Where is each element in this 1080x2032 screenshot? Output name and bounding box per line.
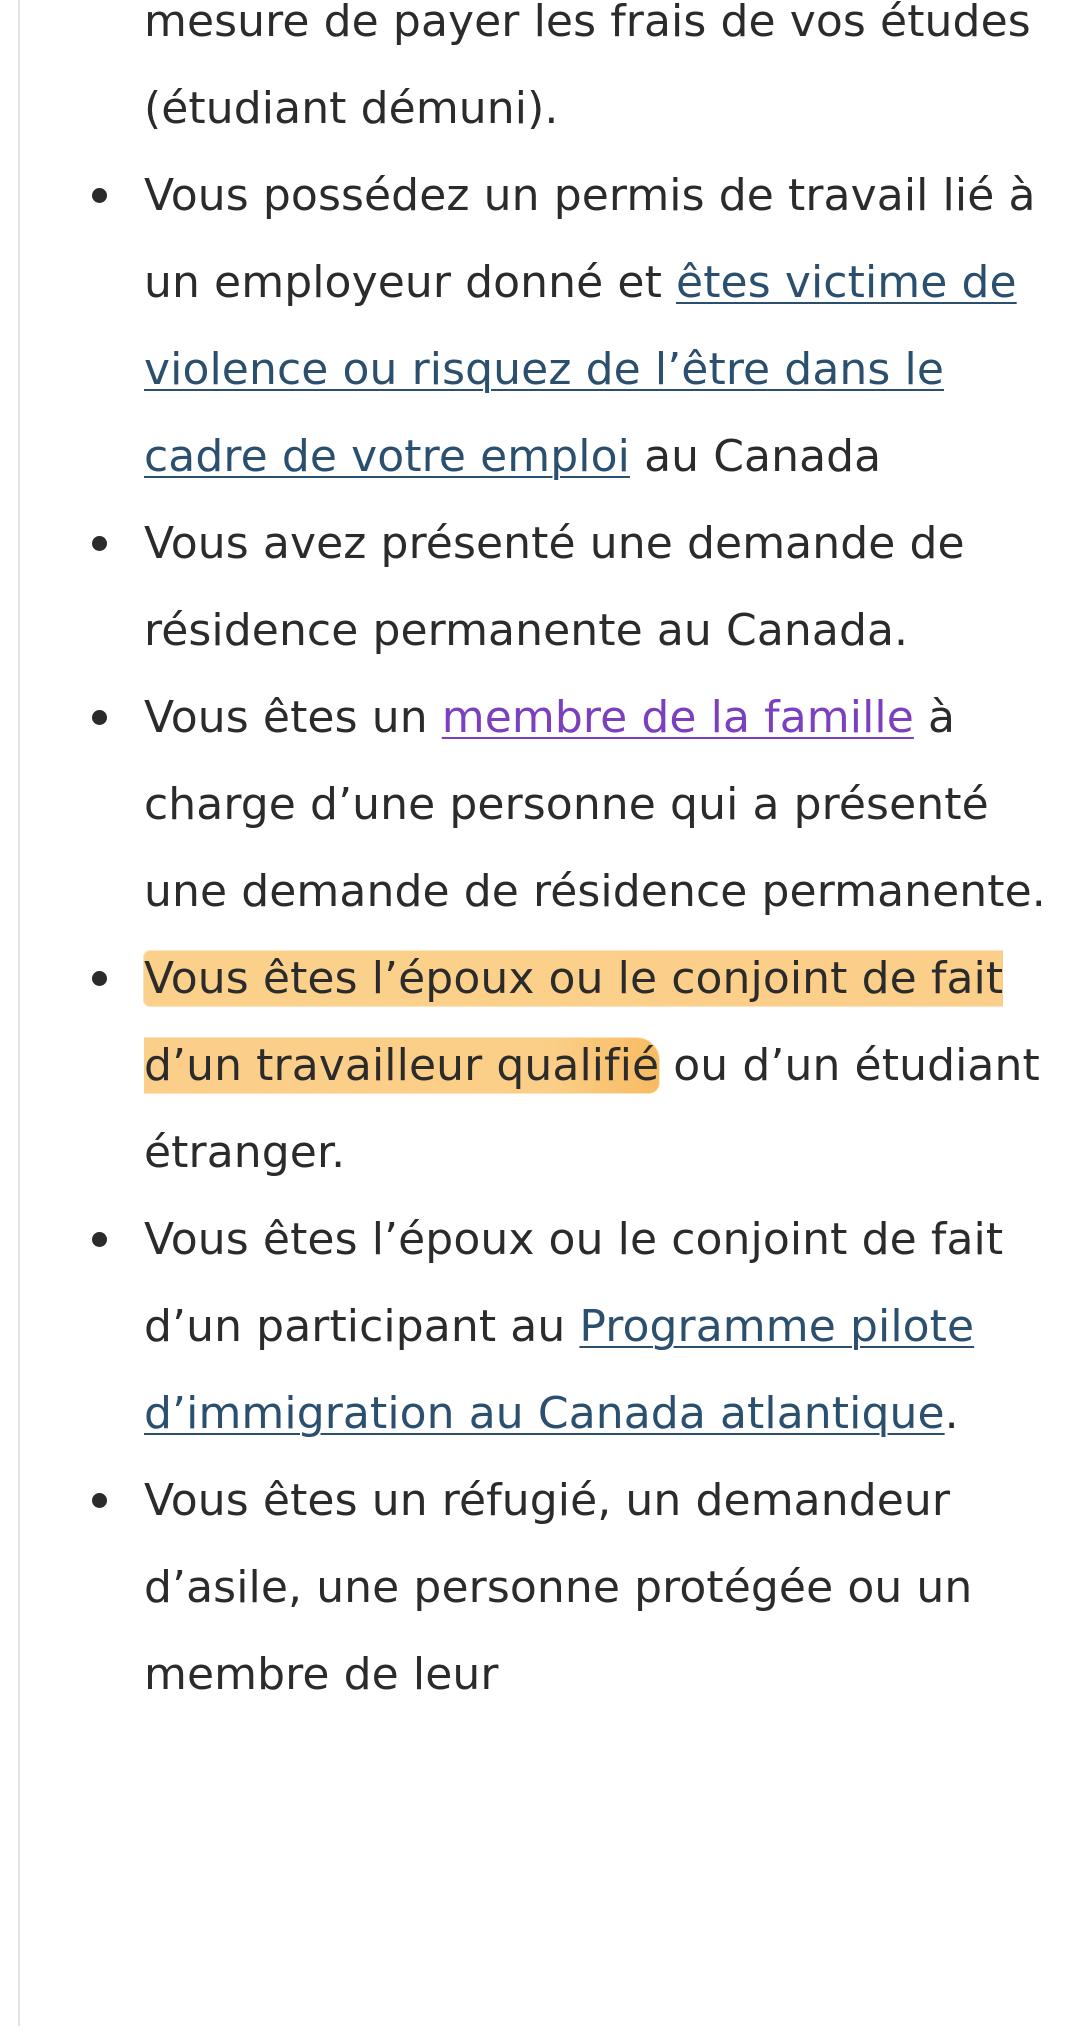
- link-membre-de-la-famille[interactable]: membre de la famille: [441, 692, 914, 743]
- list-item-refugie-demandeur-asile: [60, 1457, 1060, 1718]
- page-left-rule: [18, 0, 20, 2032]
- list-item-epoux-travailleur-qualifie: [60, 935, 1060, 1196]
- list-item-membre-famille-a-charge: [60, 674, 1060, 935]
- bullet-dot-icon: [92, 1493, 107, 1508]
- link-programme-pilote-atlantique[interactable]: Programme pilote d’immigration au Canada atlantique: [144, 1301, 975, 1439]
- article-content: [60, 0, 1060, 1718]
- list-item-epoux-programme-pilote-atlantique: [60, 1196, 1060, 1457]
- eligibility-bullet-list: [60, 152, 1060, 1718]
- bullet-text-part: Vous avez présenté une demande de résidence permanente au Canada.: [144, 518, 965, 656]
- bullet-text-part: Vous êtes l’époux ou le conjoint de fait d’un participant au: [144, 1214, 1004, 1352]
- bullet-dot-icon: [92, 710, 107, 725]
- bullet-text-part: Vous êtes un réfugié, un demandeur d’asile, une personne protégée ou un membre de leur: [144, 1475, 973, 1700]
- page-bottom-fade: [0, 2026, 1080, 2032]
- bullet-dot-icon: [92, 536, 107, 551]
- bullet-text-part: Vous possédez un permis de travail lié à un employeur donné et: [144, 170, 1036, 308]
- bullet-dot-icon: [92, 188, 107, 203]
- bullet-text-part: à charge d’une personne qui a présenté une demande de résidence permanente.: [144, 692, 1046, 917]
- bullet-text-part: .: [944, 1388, 959, 1439]
- bullet-text-part: Vous êtes un: [144, 692, 442, 743]
- list-item-demande-residence-permanente: [60, 500, 1060, 674]
- bullet-text-part: au Canada: [629, 431, 882, 482]
- link-violence-emploi[interactable]: êtes victime de violence ou risquez de l’être dans le cadre de votre emploi: [144, 257, 1017, 482]
- bullet-dot-icon: [92, 1232, 107, 1247]
- list-item-permis-travail-violence: [60, 152, 1060, 500]
- highlighted-text: Vous êtes l’époux ou le conjoint de fait d’un travailleur qualifié: [144, 953, 1004, 1091]
- bullet-text-part: ou d’un étudiant étranger.: [144, 1040, 1040, 1178]
- lead-paragraph: mesure de payer les frais de vos études (étudiant démuni).: [144, 0, 1031, 134]
- bullet-dot-icon: [92, 971, 107, 986]
